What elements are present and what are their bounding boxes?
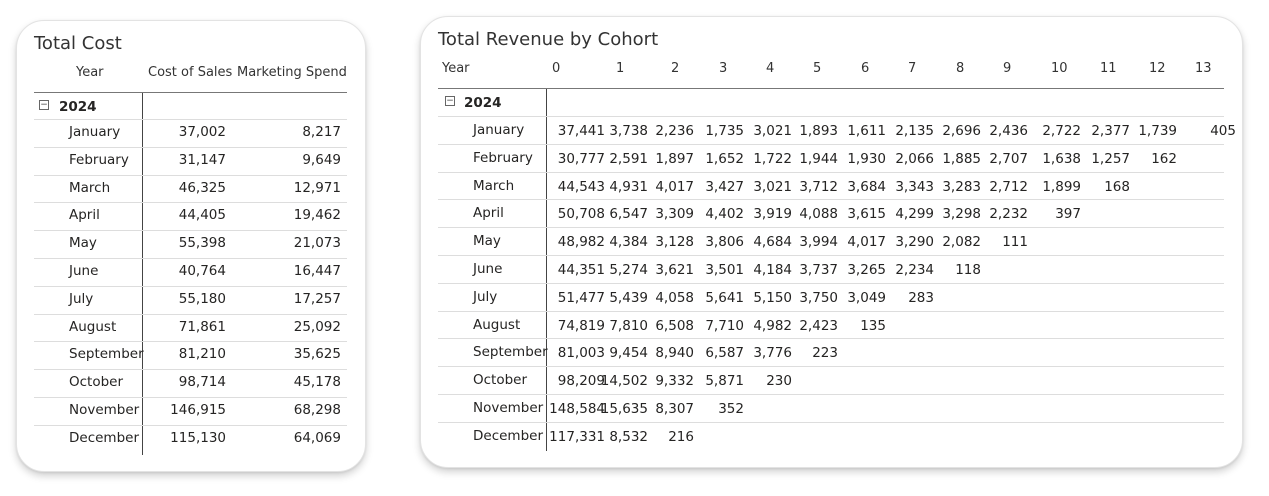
cohort-header-1[interactable]: 1	[616, 61, 625, 76]
marketing-spend-value: 21,073	[293, 235, 341, 251]
marketing-spend-value: 16,447	[293, 263, 341, 279]
cohort-value: 1,930	[847, 151, 886, 167]
cohort-value: 3,615	[847, 206, 886, 222]
cohort-header-13[interactable]: 13	[1195, 61, 1212, 76]
cohort-value: 8,940	[655, 345, 694, 361]
cost-of-sales-value: 31,147	[178, 152, 226, 168]
cost-of-sales-value: 55,180	[178, 291, 226, 307]
cohort-value: 9,454	[609, 345, 648, 361]
cohort-value: 2,135	[895, 123, 934, 139]
cohort-value: 44,351	[557, 262, 605, 278]
total-cost-card	[16, 20, 366, 472]
cohort-value: 7,810	[609, 318, 648, 334]
cost-of-sales-column-header[interactable]: Cost of Sales	[148, 65, 233, 80]
cohort-value: 3,309	[655, 206, 694, 222]
cohort-value: 3,021	[753, 123, 792, 139]
cohort-value: 1,944	[799, 151, 838, 167]
cohort-value: 3,776	[753, 345, 792, 361]
cohort-header-0[interactable]: 0	[552, 61, 561, 76]
month-label[interactable]: January	[473, 122, 525, 138]
marketing-spend-value: 19,462	[293, 207, 341, 223]
cohort-value: 2,232	[989, 206, 1028, 222]
cohort-value: 397	[1055, 206, 1081, 222]
month-label[interactable]: November	[69, 402, 140, 418]
cohort-header-11[interactable]: 11	[1100, 61, 1117, 76]
month-label[interactable]: May	[69, 235, 97, 251]
cost-of-sales-value: 37,002	[178, 124, 226, 140]
cohort-value: 2,082	[942, 234, 981, 250]
month-label[interactable]: February	[69, 152, 129, 168]
cost-of-sales-value: 46,325	[178, 180, 226, 196]
cohort-value: 3,919	[753, 206, 792, 222]
cohort-value: 5,871	[705, 373, 744, 389]
month-label[interactable]: July	[473, 289, 498, 305]
cohort-header-10[interactable]: 10	[1051, 61, 1068, 76]
revenue-cohort-card	[420, 16, 1243, 468]
cohort-value: 3,750	[799, 290, 838, 306]
row-divider	[34, 230, 347, 231]
cohort-value: 2,234	[895, 262, 934, 278]
total-cost-title: Total Cost	[34, 33, 122, 54]
marketing-spend-value: 9,649	[302, 152, 341, 168]
cohort-value: 7,710	[705, 318, 744, 334]
cohort-value: 74,819	[557, 318, 605, 334]
cohort-value: 148,584	[549, 401, 605, 417]
cohort-value: 37,441	[557, 123, 605, 139]
cohort-value: 3,684	[847, 179, 886, 195]
cohort-value: 5,274	[609, 262, 648, 278]
month-label[interactable]: January	[69, 124, 121, 140]
cost-of-sales-value: 44,405	[178, 207, 226, 223]
cohort-header-9[interactable]: 9	[1003, 61, 1012, 76]
cohort-value: 98,209	[557, 373, 605, 389]
cohort-value: 81,003	[557, 345, 605, 361]
cohort-value: 6,508	[655, 318, 694, 334]
row-divider	[34, 258, 347, 259]
marketing-spend-value: 45,178	[293, 374, 341, 390]
cohort-value: 3,501	[705, 262, 744, 278]
cohort-value: 44,543	[557, 179, 605, 195]
cohort-value: 5,439	[609, 290, 648, 306]
cohort-value: 1,652	[705, 151, 744, 167]
marketing-spend-value: 35,625	[293, 346, 341, 362]
cohort-value: 2,436	[989, 123, 1028, 139]
cohort-value: 3,738	[609, 123, 648, 139]
cohort-header-12[interactable]: 12	[1149, 61, 1166, 76]
cohort-value: 4,299	[895, 206, 934, 222]
cohort-value: 51,477	[557, 290, 605, 306]
cohort-value: 3,737	[799, 262, 838, 278]
marketing-spend-value: 68,298	[293, 402, 341, 418]
cohort-value: 2,722	[1042, 123, 1081, 139]
cohort-header-3[interactable]: 3	[719, 61, 728, 76]
cohort-value: 1,893	[799, 123, 838, 139]
cohort-value: 3,712	[799, 179, 838, 195]
cohort-value: 1,899	[1042, 179, 1081, 195]
collapse-icon[interactable]: −	[40, 100, 48, 110]
marketing-spend-value: 25,092	[293, 319, 341, 335]
row-divider	[34, 397, 347, 398]
row-divider	[438, 283, 1224, 284]
cohort-value: 8,532	[609, 429, 648, 445]
row-divider	[438, 144, 1224, 145]
cohort-value: 111	[1002, 234, 1028, 250]
cohort-value: 405	[1210, 123, 1236, 139]
cohort-value: 30,777	[557, 151, 605, 167]
cohort-value: 1,735	[705, 123, 744, 139]
cost-of-sales-value: 55,398	[178, 235, 226, 251]
month-label[interactable]: October	[473, 372, 528, 388]
cohort-value: 3,128	[655, 234, 694, 250]
cohort-value: 8,307	[655, 401, 694, 417]
cohort-header-4[interactable]: 4	[766, 61, 775, 76]
cohort-value: 1,722	[753, 151, 792, 167]
year-column-header[interactable]: Year	[76, 65, 104, 80]
cohort-value: 1,638	[1042, 151, 1081, 167]
row-divider	[34, 147, 347, 148]
cohort-value: 48,982	[557, 234, 605, 250]
cohort-value: 2,712	[989, 179, 1028, 195]
cohort-value: 2,591	[609, 151, 648, 167]
row-divider	[34, 175, 347, 176]
header-divider	[438, 88, 1224, 89]
cohort-value: 3,994	[799, 234, 838, 250]
marketing-spend-value: 17,257	[293, 291, 341, 307]
year-column-header[interactable]: Year	[442, 61, 470, 76]
cohort-value: 5,641	[705, 290, 744, 306]
cohort-header-8[interactable]: 8	[956, 61, 965, 76]
collapse-icon[interactable]: −	[446, 96, 454, 106]
cohort-value: 4,058	[655, 290, 694, 306]
cohort-value: 4,088	[799, 206, 838, 222]
cohort-value: 3,343	[895, 179, 934, 195]
row-divider	[438, 227, 1224, 228]
row-divider	[438, 338, 1224, 339]
cohort-value: 1,897	[655, 151, 694, 167]
month-label[interactable]: July	[69, 291, 94, 307]
month-label[interactable]: March	[69, 180, 111, 196]
cohort-value: 3,049	[847, 290, 886, 306]
month-label[interactable]: September	[69, 346, 144, 362]
row-divider	[438, 311, 1224, 312]
year-group-label[interactable]: 2024	[464, 95, 502, 111]
row-divider	[34, 369, 347, 370]
cohort-value: 223	[812, 345, 838, 361]
cohort-value: 168	[1104, 179, 1130, 195]
cohort-value: 230	[766, 373, 792, 389]
cohort-value: 2,066	[895, 151, 934, 167]
row-divider	[438, 199, 1224, 200]
cohort-value: 5,150	[753, 290, 792, 306]
month-label[interactable]: March	[473, 178, 515, 194]
cohort-value: 3,427	[705, 179, 744, 195]
row-divider	[34, 286, 347, 287]
cohort-value: 3,283	[942, 179, 981, 195]
month-label[interactable]: December	[473, 428, 544, 444]
marketing-spend-value: 8,217	[302, 124, 341, 140]
cohort-value: 162	[1151, 151, 1177, 167]
cohort-value: 4,184	[753, 262, 792, 278]
month-label[interactable]: September	[473, 344, 548, 360]
year-group-label[interactable]: 2024	[59, 99, 97, 115]
cohort-value: 2,377	[1091, 123, 1130, 139]
cohort-value: 3,290	[895, 234, 934, 250]
month-label[interactable]: June	[473, 261, 503, 277]
cohort-header-7[interactable]: 7	[908, 61, 917, 76]
row-divider	[34, 341, 347, 342]
cohort-header-6[interactable]: 6	[861, 61, 870, 76]
cost-of-sales-value: 146,915	[170, 402, 226, 418]
cohort-value: 15,635	[600, 401, 648, 417]
marketing-spend-value: 12,971	[293, 180, 341, 196]
marketing-spend-column-header[interactable]: Marketing Spend	[237, 65, 347, 80]
cohort-header-5[interactable]: 5	[813, 61, 822, 76]
cohort-value: 6,587	[705, 345, 744, 361]
cohort-value: 9,332	[655, 373, 694, 389]
cohort-value: 2,423	[799, 318, 838, 334]
cohort-value: 1,885	[942, 151, 981, 167]
month-label[interactable]: May	[473, 233, 501, 249]
row-divider	[438, 422, 1224, 423]
cohort-value: 1,611	[847, 123, 886, 139]
cohort-value: 6,547	[609, 206, 648, 222]
month-label[interactable]: August	[473, 317, 521, 333]
cohort-value: 14,502	[600, 373, 648, 389]
cohort-value: 4,402	[705, 206, 744, 222]
row-divider	[438, 172, 1224, 173]
cost-of-sales-value: 98,714	[178, 374, 226, 390]
month-label[interactable]: August	[69, 319, 117, 335]
cohort-value: 2,707	[989, 151, 1028, 167]
cohort-value: 4,017	[847, 234, 886, 250]
month-label[interactable]: December	[69, 430, 140, 446]
header-divider	[34, 92, 347, 93]
cohort-value: 3,265	[847, 262, 886, 278]
cohort-value: 135	[860, 318, 886, 334]
cost-of-sales-value: 115,130	[170, 430, 226, 446]
cohort-value: 1,257	[1091, 151, 1130, 167]
month-label[interactable]: November	[473, 400, 544, 416]
row-divider	[34, 119, 347, 120]
cohort-header-2[interactable]: 2	[671, 61, 680, 76]
month-label[interactable]: February	[473, 150, 533, 166]
cohort-value: 2,696	[942, 123, 981, 139]
month-label[interactable]: October	[69, 374, 124, 390]
cohort-value: 117,331	[549, 429, 605, 445]
cohort-value: 4,384	[609, 234, 648, 250]
month-label[interactable]: April	[69, 207, 100, 223]
marketing-spend-value: 64,069	[293, 430, 341, 446]
cohort-value: 352	[718, 401, 744, 417]
row-divider	[438, 255, 1224, 256]
row-divider	[34, 314, 347, 315]
cohort-value: 4,684	[753, 234, 792, 250]
cost-of-sales-value: 40,764	[178, 263, 226, 279]
row-divider	[438, 116, 1224, 117]
cohort-value: 2,236	[655, 123, 694, 139]
cohort-value: 3,021	[753, 179, 792, 195]
cohort-value: 1,739	[1138, 123, 1177, 139]
cost-of-sales-value: 71,861	[178, 319, 226, 335]
cohort-value: 118	[955, 262, 981, 278]
month-label[interactable]: June	[69, 263, 99, 279]
row-divider	[438, 394, 1224, 395]
cohort-value: 50,708	[557, 206, 605, 222]
row-divider	[34, 425, 347, 426]
cohort-value: 3,298	[942, 206, 981, 222]
cohort-value: 4,017	[655, 179, 694, 195]
cohort-value: 3,621	[655, 262, 694, 278]
row-divider	[34, 202, 347, 203]
cohort-value: 283	[908, 290, 934, 306]
month-label[interactable]: April	[473, 205, 504, 221]
row-divider	[438, 366, 1224, 367]
cohort-value: 4,931	[609, 179, 648, 195]
cost-of-sales-value: 81,210	[178, 346, 226, 362]
cohort-value: 216	[668, 429, 694, 445]
cohort-value: 3,806	[705, 234, 744, 250]
cohort-value: 4,982	[753, 318, 792, 334]
revenue-cohort-title: Total Revenue by Cohort	[438, 29, 659, 50]
